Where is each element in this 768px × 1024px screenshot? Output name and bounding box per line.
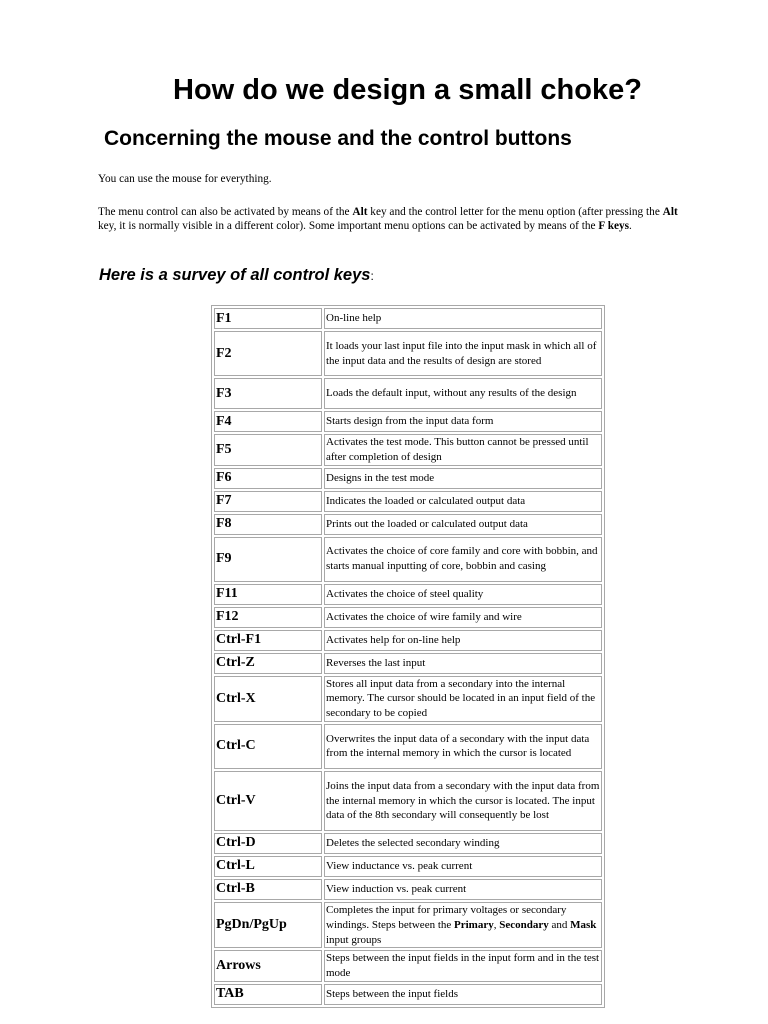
paragraph-text: key and the control letter for the menu option (after pressing the xyxy=(367,206,663,218)
table-row xyxy=(214,537,602,582)
table-row xyxy=(214,434,602,466)
key-cell: Ctrl-F1 xyxy=(214,630,322,651)
table-row xyxy=(214,308,602,329)
description-text: input groups xyxy=(326,933,382,946)
description-cell: Steps between the input fields xyxy=(324,984,602,1005)
table-row xyxy=(214,833,602,854)
control-keys-table xyxy=(211,305,605,1008)
paragraph-text: key, it is normally visible in a different color). Some important menu options can be activated by means of the xyxy=(98,220,599,233)
table-row xyxy=(214,491,602,512)
description-cell: Stores all input data from a secondary into the internal memory. The cursor should be located in an input field of the secondary to be copied xyxy=(324,676,602,722)
description-cell: Activates the choice of core family and core with bobbin, and starts manual inputting of core, bobbin and casing xyxy=(324,537,602,582)
section-title: Concerning the mouse and the control buttons xyxy=(104,127,572,150)
f-keys-label: F keys xyxy=(598,220,630,233)
key-cell: PgDn/PgUp xyxy=(214,902,322,948)
table-row xyxy=(214,724,602,769)
key-cell: Ctrl-X xyxy=(214,676,322,722)
key-cell: F1 xyxy=(214,308,322,329)
description-cell: Deletes the selected secondary winding xyxy=(324,833,602,854)
key-cell: F8 xyxy=(214,514,322,535)
table-row xyxy=(214,771,602,831)
description-cell: Activates the test mode. This button cannot be pressed until after completion of design xyxy=(324,434,602,466)
table-row xyxy=(214,984,602,1005)
key-cell: F12 xyxy=(214,607,322,628)
table-row xyxy=(214,584,602,605)
key-cell: F7 xyxy=(214,491,322,512)
alt-key-label: Alt xyxy=(352,206,368,218)
table-row xyxy=(214,676,602,722)
description-cell: Joins the input data from a secondary with the input data from the internal memory in which the cursor is located. The input data of the 8th secondary will consequently be lost xyxy=(324,771,602,831)
description-text: and xyxy=(548,918,571,931)
description-cell: Designs in the test mode xyxy=(324,468,602,489)
page-title: How do we design a small choke? xyxy=(173,74,642,106)
key-cell: F6 xyxy=(214,468,322,489)
description-text: Completes the input for primary voltages or secondary windings. Steps between the xyxy=(326,903,567,931)
description-cell: Activates the choice of steel quality xyxy=(324,584,602,605)
paragraph-text: The menu control can also be activated by means of the xyxy=(98,206,353,218)
key-cell: Ctrl-L xyxy=(214,856,322,877)
description-cell: View induction vs. peak current xyxy=(324,879,602,900)
survey-heading xyxy=(99,266,374,285)
table-row xyxy=(214,378,602,409)
table-row xyxy=(214,411,602,432)
key-cell: Ctrl-Z xyxy=(214,653,322,674)
survey-heading-text: Here is a survey of all control keys xyxy=(99,266,371,284)
table-row xyxy=(214,514,602,535)
table-row xyxy=(214,879,602,900)
description-cell: Starts design from the input data form xyxy=(324,411,602,432)
key-cell: F11 xyxy=(214,584,322,605)
description-cell: Activates help for on-line help xyxy=(324,630,602,651)
description-cell: View inductance vs. peak current xyxy=(324,856,602,877)
description-cell: On-line help xyxy=(324,308,602,329)
key-cell: F4 xyxy=(214,411,322,432)
table-row xyxy=(214,902,602,948)
secondary-label: Secondary xyxy=(499,918,549,931)
key-cell: TAB xyxy=(214,984,322,1005)
table-row xyxy=(214,950,602,982)
description-cell: Steps between the input fields in the input form and in the test mode xyxy=(324,950,602,982)
key-cell: Ctrl-V xyxy=(214,771,322,831)
key-cell: Ctrl-B xyxy=(214,879,322,900)
table-row xyxy=(214,653,602,674)
menu-control-paragraph xyxy=(98,205,692,234)
key-cell: Arrows xyxy=(214,950,322,982)
table-row xyxy=(214,468,602,489)
key-cell: F2 xyxy=(214,331,322,376)
table-row xyxy=(214,331,602,376)
key-cell: Ctrl-D xyxy=(214,833,322,854)
description-text: , xyxy=(493,918,500,931)
description-cell: It loads your last input file into the input mask in which all of the input data and the results of design are stored xyxy=(324,331,602,376)
table-row xyxy=(214,856,602,877)
alt-key-label: Alt xyxy=(662,206,678,218)
control-keys-table-body xyxy=(214,308,602,1005)
table-row xyxy=(214,630,602,651)
key-cell: F3 xyxy=(214,378,322,409)
description-cell xyxy=(324,902,602,948)
description-cell: Reverses the last input xyxy=(324,653,602,674)
description-cell: Activates the choice of wire family and wire xyxy=(324,607,602,628)
table-row xyxy=(214,607,602,628)
description-cell: Loads the default input, without any results of the design xyxy=(324,378,602,409)
key-cell: F5 xyxy=(214,434,322,466)
description-cell: Indicates the loaded or calculated output data xyxy=(324,491,602,512)
paragraph-text: . xyxy=(629,220,632,233)
description-cell: Overwrites the input data of a secondary with the input data from the internal memory in which the cursor is located xyxy=(324,724,602,769)
description-cell: Prints out the loaded or calculated output data xyxy=(324,514,602,535)
key-cell: Ctrl-C xyxy=(214,724,322,769)
survey-heading-colon: : xyxy=(370,269,374,283)
intro-paragraph: You can use the mouse for everything. xyxy=(98,173,272,185)
primary-label: Primary xyxy=(454,918,494,931)
mask-label: Mask xyxy=(570,918,597,931)
key-cell: F9 xyxy=(214,537,322,582)
